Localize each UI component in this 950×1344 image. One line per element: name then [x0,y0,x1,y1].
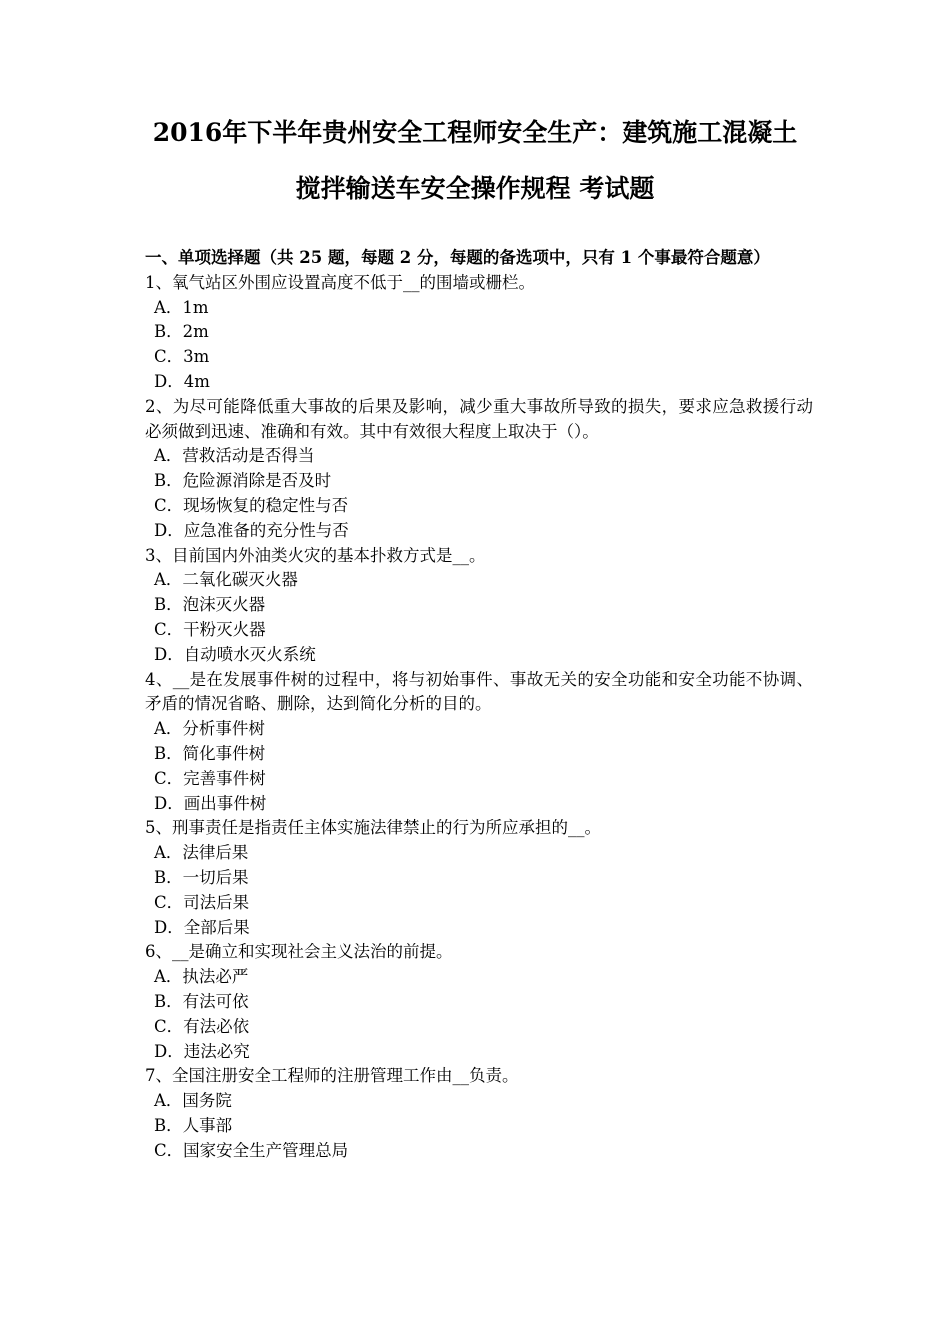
question-3 [145,544,813,668]
document-title-line-1: 2016年下半年贵州安全工程师安全生产：建筑施工混凝土 [152,118,798,147]
option-d: D．画出事件树 [154,793,267,813]
question-stem: 7、全国注册安全工程师的注册管理工作由__负责。 [145,1066,519,1086]
option-b: B．有法可依 [154,991,249,1011]
document-title-line-2: 搅拌输送车安全操作规程 考试题 [295,174,655,203]
question-stem: 4、__是在发展事件树的过程中，将与初始事件、事故无关的安全功能和安全功能不协调、矛盾的情况省略、删除，达到简化分析的目的。 [145,669,813,714]
question-5 [145,816,813,940]
question-7 [145,1064,813,1163]
option-a: A．1m [154,297,209,317]
option-b: B．2m [154,322,209,342]
option-a: A．法律后果 [154,843,249,863]
option-d: D．自动喷水灭火系统 [154,644,316,664]
question-stem: 2、为尽可能降低重大事故的后果及影响，减少重大事故所导致的损失，要求应急救援行动必须做到迅速、准确和有效。其中有效很大程度上取决于（）。 [145,396,813,441]
question-stem: 3、目前国内外油类火灾的基本扑救方式是__。 [145,545,486,565]
question-1 [145,271,813,395]
option-c: C．司法后果 [154,892,250,912]
option-a: A．分析事件树 [154,719,265,739]
option-d: D．4m [154,371,210,391]
question-stem: 1、氧气站区外围应设置高度不低于__的围墙或栅栏。 [145,272,535,292]
option-d: D．违法必究 [154,1041,250,1061]
question-2 [145,395,813,544]
option-c: C．干粉灭火器 [154,619,266,639]
option-b: B．泡沫灭火器 [154,595,266,615]
option-b: B．简化事件树 [154,743,266,763]
option-a: A．二氧化碳灭火器 [154,570,298,590]
question-stem: 6、__是确立和实现社会主义法治的前提。 [145,942,453,962]
option-c: C．现场恢复的稳定性与否 [154,495,349,515]
question-list [145,246,813,1163]
option-a: A．执法必严 [154,967,249,987]
option-c: C．国家安全生产管理总局 [154,1140,349,1160]
option-b: B．人事部 [154,1115,233,1135]
option-a: A．营救活动是否得当 [154,446,315,466]
option-b: B．一切后果 [154,867,249,887]
section-header: 一、单项选择题（共 25 题，每题 2 分，每题的备选项中，只有 1 个事最符合题意） [145,248,770,267]
option-c: C．3m [154,347,210,367]
question-4 [145,668,813,817]
option-a: A．国务院 [154,1091,232,1111]
option-d: D．全部后果 [154,917,250,937]
question-stem: 5、刑事责任是指责任主体实施法律禁止的行为所应承担的__。 [145,818,601,838]
option-b: B．危险源消除是否及时 [154,471,332,491]
option-c: C．完善事件树 [154,768,266,788]
question-6 [145,940,813,1064]
option-c: C．有法必依 [154,1016,250,1036]
option-d: D．应急准备的充分性与否 [154,520,349,540]
